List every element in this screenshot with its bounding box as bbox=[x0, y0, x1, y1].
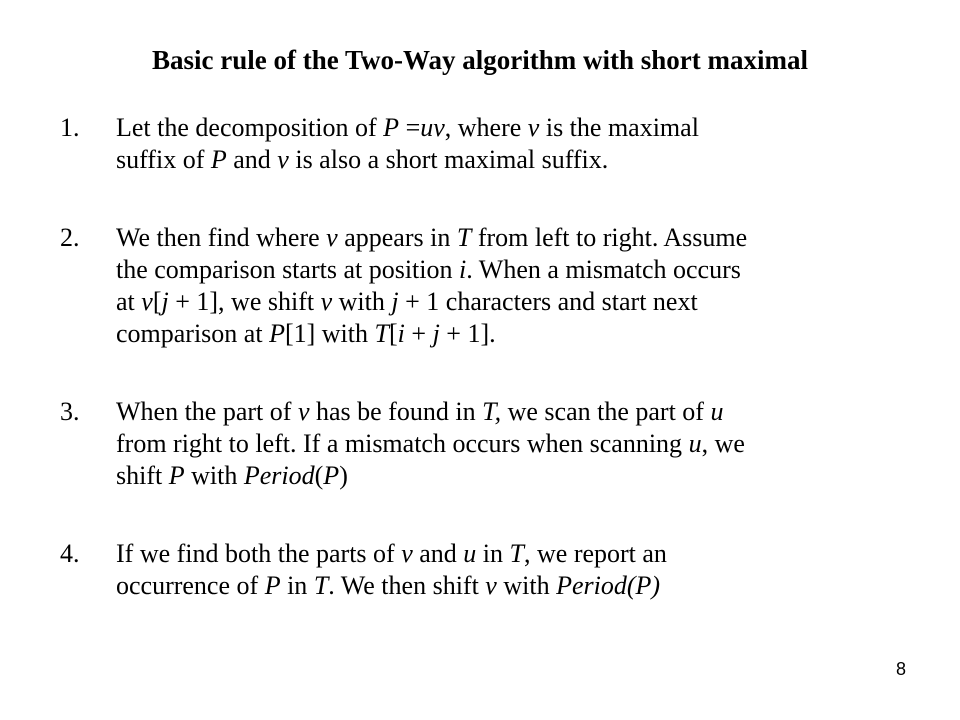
rule-item bbox=[60, 396, 920, 492]
rule-text-line: comparison at P[1] with T[i + j + 1]. bbox=[116, 319, 496, 348]
rule-text-line: suffix of P and v is also a short maximal suffix. bbox=[116, 145, 609, 174]
rule-text-line: from right to left. If a mismatch occurs when scanning u, we bbox=[116, 429, 745, 458]
rule-text-line: If we find both the parts of v and u in T, we report an bbox=[116, 539, 667, 568]
page-number: 8 bbox=[895, 659, 906, 679]
rule-number: 1. bbox=[60, 113, 80, 142]
rule-text-line: at v[j + 1], we shift v with j + 1 characters and start next bbox=[116, 287, 698, 316]
rule-text-line: shift P with Period(P) bbox=[116, 461, 348, 490]
rule-item bbox=[60, 538, 920, 602]
slide-title: Basic rule of the Two-Way algorithm with short maximal bbox=[152, 45, 808, 75]
rule-text-line: When the part of v has be found in T, we scan the part of u bbox=[116, 397, 724, 426]
rule-item bbox=[60, 112, 920, 176]
rule-number: 2. bbox=[60, 223, 80, 252]
rule-item bbox=[60, 222, 920, 350]
rule-list bbox=[60, 112, 920, 602]
rule-text-line: We then find where v appears in T from left to right. Assume bbox=[116, 223, 748, 252]
rule-number: 4. bbox=[60, 539, 80, 568]
rule-number: 3. bbox=[60, 397, 80, 426]
rule-text-line: Let the decomposition of P =uv, where v is the maximal bbox=[116, 113, 699, 142]
rule-text-line: occurrence of P in T. We then shift v with Period(P) bbox=[116, 571, 661, 600]
rule-text-line: the comparison starts at position i. When a mismatch occurs bbox=[116, 255, 741, 284]
